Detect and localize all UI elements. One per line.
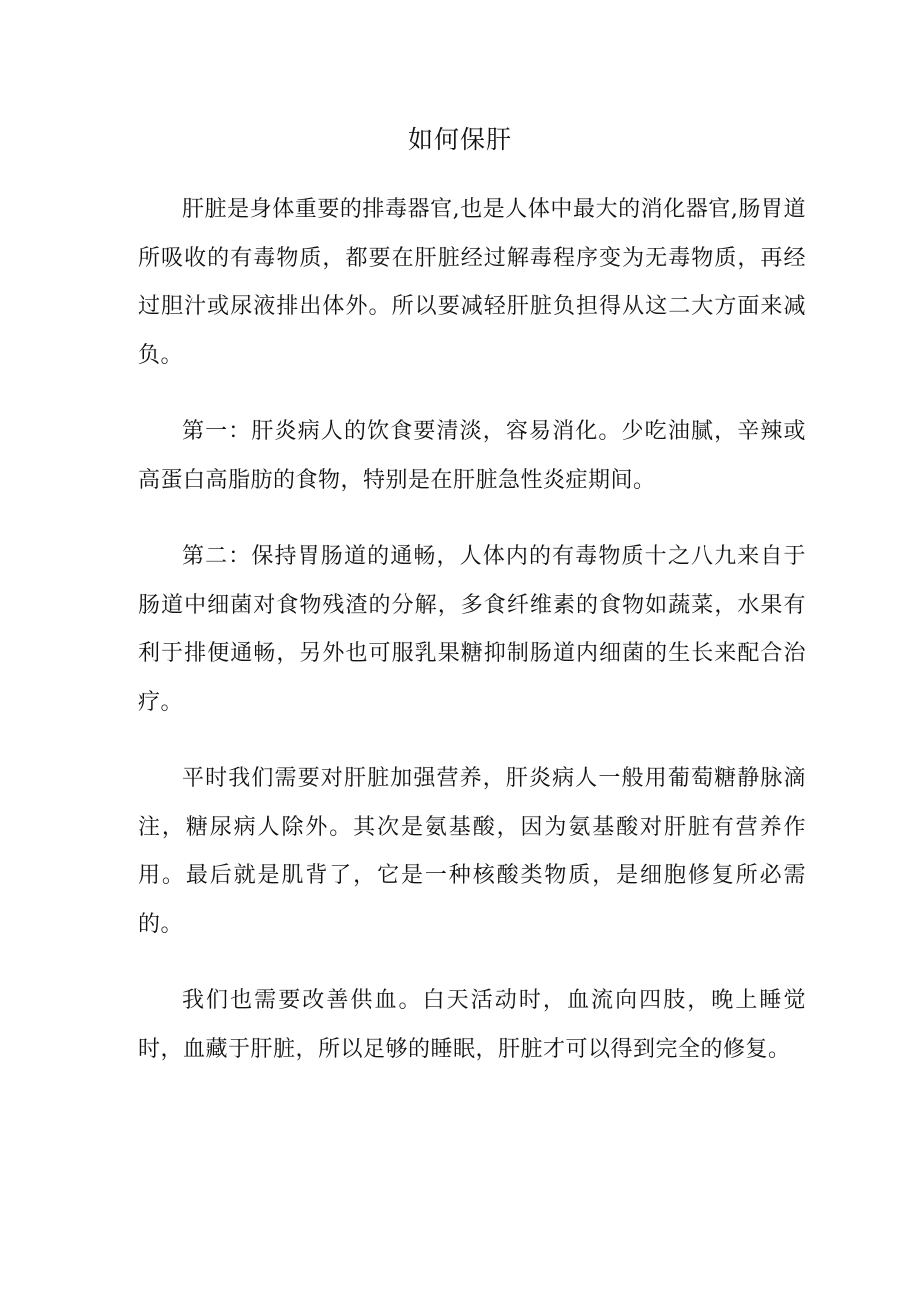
paragraph-second-point: 第二：保持胃肠道的通畅，人体内的有毒物质十之八九来自于肠道中细菌对食物残渣的分解，多食纤维素的食物如蔬菜，水果有利于排便通畅，另外也可服乳果糖抑制肠道内细菌的生长来配合治疗。 [138,544,806,715]
paragraph-nutrition: 平时我们需要对肝脏加强营养，肝炎病人一般用葡萄糖静脉滴注，糖尿病人除外。其次是氨基酸，因为氨基酸对肝脏有营养作用。最后就是肌背了，它是一种核酸类物质，是细胞修复所必需的。 [138,766,806,937]
document-body [138,186,806,1102]
document-title: 如何保肝 [407,125,512,154]
paragraph-intro: 肝脏是身体重要的排毒器官,也是人体中最大的消化器官,肠胃道所吸收的有毒物质，都要在肝脏经过解毒程序变为无毒物质，再经过胆汁或尿液排出体外。所以要减轻肝脏负担得从这二大方面来减负。 [138,197,806,368]
paragraph-first-point: 第一：肝炎病人的饮食要清淡，容易消化。少吃油腻，辛辣或高蛋白高脂肪的食物，特别是在肝脏急性炎症期间。 [138,419,806,493]
paragraph-blood-supply: 我们也需要改善供血。白天活动时，血流向四肢，晚上睡觉时，血藏于肝脏，所以足够的睡眠，肝脏才可以得到完全的修复。 [138,988,806,1062]
